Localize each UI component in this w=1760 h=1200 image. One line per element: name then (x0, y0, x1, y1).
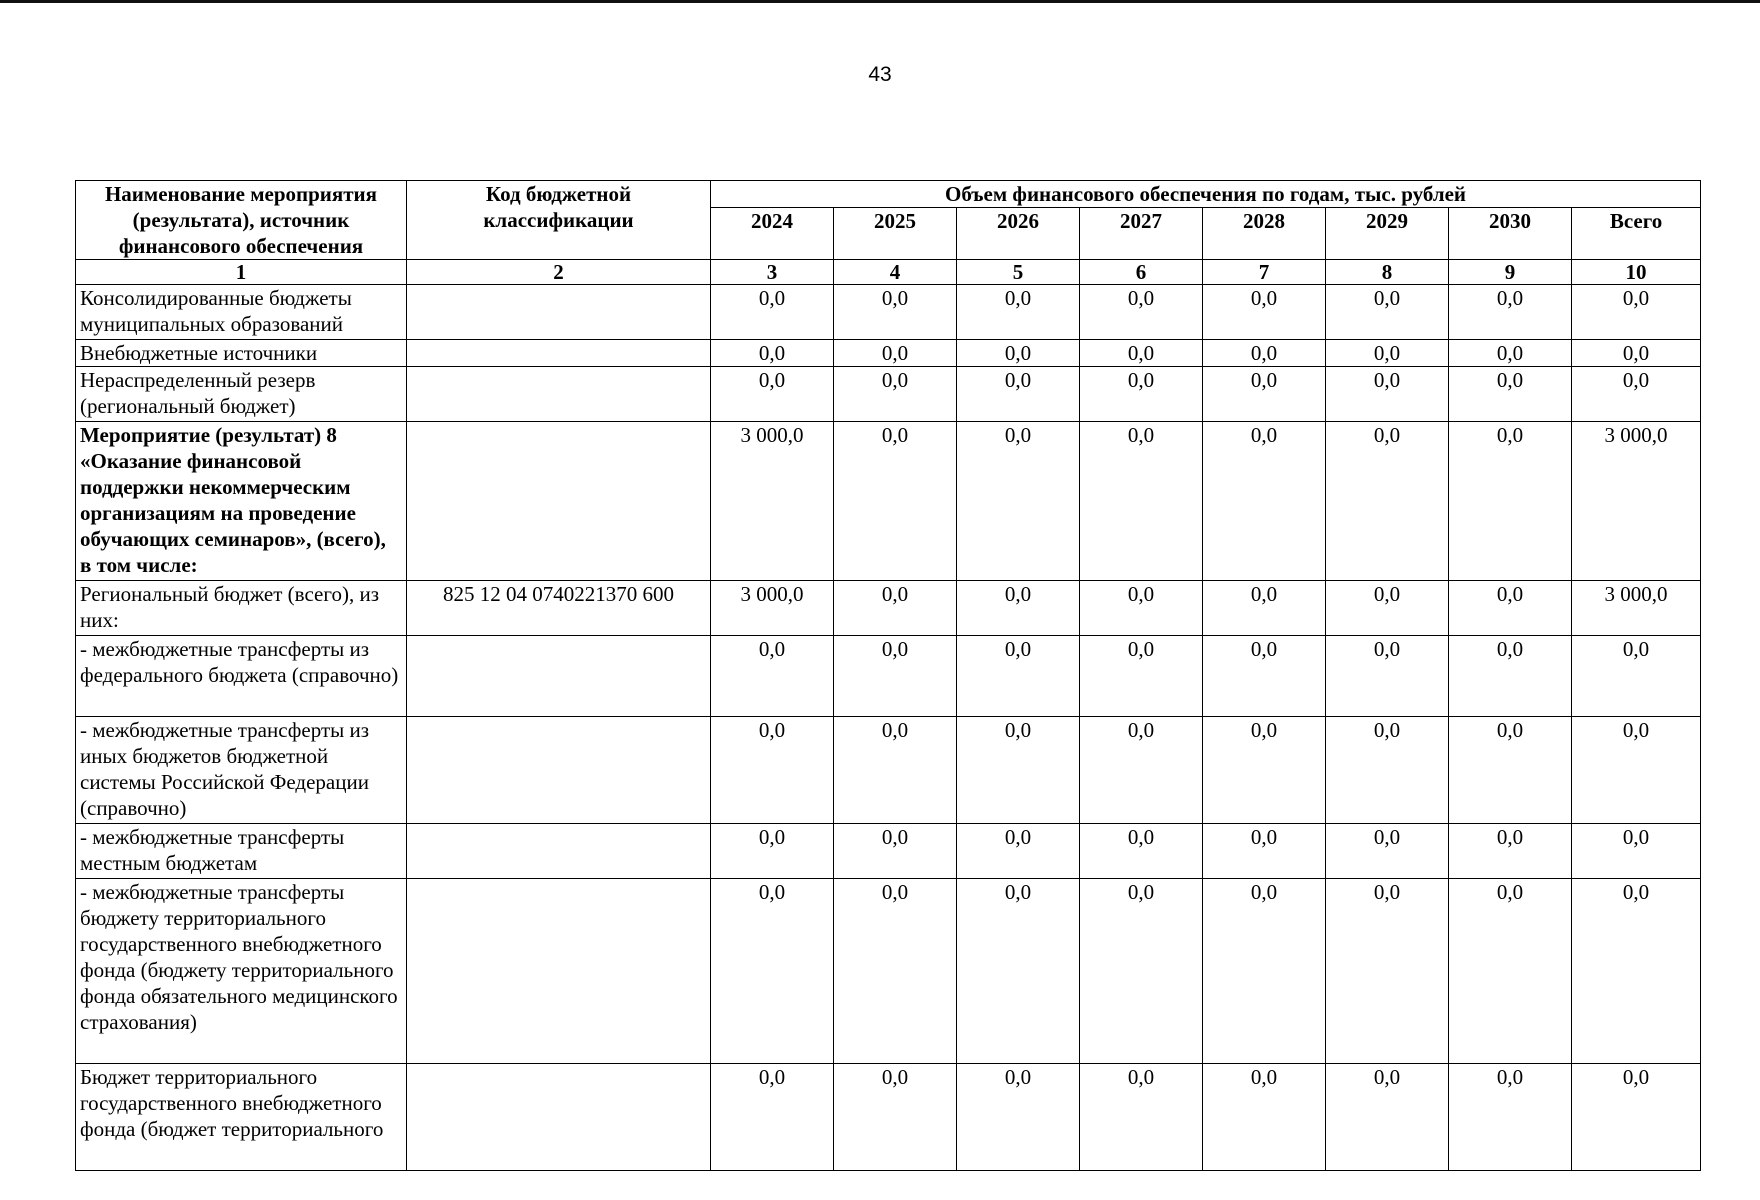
value-cell: 0,0 (1203, 636, 1326, 717)
table-row (76, 340, 1701, 367)
table-row (76, 879, 1701, 1064)
row-code (407, 422, 711, 581)
value-cell: 0,0 (957, 285, 1080, 340)
value-cell: 0,0 (711, 879, 834, 1064)
value-cell: 0,0 (1326, 879, 1449, 1064)
row-name: - межбюджетные трансферты из иных бюджетов бюджетной системы Российской Федерации (справочно) (76, 717, 407, 824)
total-cell: 3 000,0 (1572, 581, 1701, 636)
value-cell: 0,0 (1203, 717, 1326, 824)
table-row (76, 717, 1701, 824)
value-cell: 0,0 (1203, 367, 1326, 422)
value-cell: 0,0 (1203, 340, 1326, 367)
value-cell: 0,0 (1080, 422, 1203, 581)
value-cell: 0,0 (711, 1064, 834, 1171)
value-cell: 0,0 (834, 367, 957, 422)
value-cell: 3 000,0 (711, 581, 834, 636)
column-number: 5 (957, 260, 1080, 285)
value-cell: 0,0 (711, 636, 834, 717)
row-name: Бюджет территориального государственного внебюджетного фонда (бюджет территориального (76, 1064, 407, 1171)
header-year: 2024 (711, 208, 834, 260)
header-code-col: Код бюджетной классификации (407, 181, 711, 260)
row-name: Нераспределенный резерв (региональный бюджет) (76, 367, 407, 422)
total-cell: 0,0 (1572, 1064, 1701, 1171)
table-row (76, 636, 1701, 717)
row-name: Региональный бюджет (всего), из них: (76, 581, 407, 636)
value-cell: 0,0 (1449, 1064, 1572, 1171)
header-total: Всего (1572, 208, 1701, 260)
value-cell: 0,0 (1449, 717, 1572, 824)
header-name-col: Наименование мероприятия (результата), источник финансового обеспечения (76, 181, 407, 260)
total-cell: 0,0 (1572, 717, 1701, 824)
header-year: 2028 (1203, 208, 1326, 260)
value-cell: 0,0 (1449, 340, 1572, 367)
value-cell: 0,0 (957, 824, 1080, 879)
value-cell: 0,0 (711, 367, 834, 422)
value-cell: 0,0 (1080, 581, 1203, 636)
total-cell: 3 000,0 (1572, 422, 1701, 581)
value-cell: 0,0 (1449, 879, 1572, 1064)
value-cell: 0,0 (1080, 879, 1203, 1064)
value-cell: 0,0 (1326, 422, 1449, 581)
value-cell: 0,0 (1080, 717, 1203, 824)
value-cell: 0,0 (1326, 824, 1449, 879)
value-cell: 0,0 (834, 824, 957, 879)
value-cell: 0,0 (1080, 367, 1203, 422)
value-cell: 0,0 (834, 422, 957, 581)
table-row (76, 1064, 1701, 1171)
value-cell: 0,0 (1203, 581, 1326, 636)
value-cell: 0,0 (1326, 636, 1449, 717)
total-cell: 0,0 (1572, 879, 1701, 1064)
value-cell: 0,0 (1080, 636, 1203, 717)
row-code (407, 824, 711, 879)
total-cell: 0,0 (1572, 636, 1701, 717)
value-cell: 0,0 (1080, 285, 1203, 340)
value-cell: 0,0 (1326, 717, 1449, 824)
column-number: 8 (1326, 260, 1449, 285)
table-row (76, 422, 1701, 581)
value-cell: 0,0 (834, 285, 957, 340)
value-cell: 0,0 (1080, 824, 1203, 879)
column-number: 2 (407, 260, 711, 285)
table-row (76, 581, 1701, 636)
value-cell: 0,0 (1326, 340, 1449, 367)
column-number: 10 (1572, 260, 1701, 285)
value-cell: 0,0 (957, 717, 1080, 824)
value-cell: 0,0 (834, 636, 957, 717)
value-cell: 0,0 (834, 879, 957, 1064)
header-year: 2025 (834, 208, 957, 260)
value-cell: 0,0 (834, 1064, 957, 1171)
table-row (76, 285, 1701, 340)
value-cell: 0,0 (834, 340, 957, 367)
value-cell: 0,0 (1326, 1064, 1449, 1171)
row-code (407, 636, 711, 717)
value-cell: 3 000,0 (711, 422, 834, 581)
value-cell: 0,0 (1203, 285, 1326, 340)
value-cell: 0,0 (1203, 422, 1326, 581)
value-cell: 0,0 (1449, 422, 1572, 581)
column-number: 7 (1203, 260, 1326, 285)
value-cell: 0,0 (1203, 1064, 1326, 1171)
value-cell: 0,0 (1449, 581, 1572, 636)
row-name: - межбюджетные трансферты из федерального бюджета (справочно) (76, 636, 407, 717)
row-name: Внебюджетные источники (76, 340, 407, 367)
value-cell: 0,0 (711, 285, 834, 340)
value-cell: 0,0 (834, 717, 957, 824)
value-cell: 0,0 (957, 1064, 1080, 1171)
value-cell: 0,0 (1080, 1064, 1203, 1171)
total-cell: 0,0 (1572, 285, 1701, 340)
row-code (407, 879, 711, 1064)
value-cell: 0,0 (1326, 581, 1449, 636)
header-year: 2029 (1326, 208, 1449, 260)
row-code (407, 717, 711, 824)
row-name: Мероприятие (результат) 8 «Оказание финансовой поддержки некоммерческим организациям на проведение обучающих семинаров», (всего), в том числе: (76, 422, 407, 581)
financing-table (75, 180, 1701, 1171)
table-row (76, 824, 1701, 879)
header-year: 2027 (1080, 208, 1203, 260)
value-cell: 0,0 (957, 581, 1080, 636)
value-cell: 0,0 (957, 367, 1080, 422)
value-cell: 0,0 (1326, 285, 1449, 340)
value-cell: 0,0 (1449, 636, 1572, 717)
value-cell: 0,0 (1449, 285, 1572, 340)
page-number: 43 (868, 63, 892, 86)
value-cell: 0,0 (957, 636, 1080, 717)
value-cell: 0,0 (957, 879, 1080, 1064)
column-number: 9 (1449, 260, 1572, 285)
value-cell: 0,0 (1326, 367, 1449, 422)
table-row (76, 367, 1701, 422)
value-cell: 0,0 (711, 340, 834, 367)
value-cell: 0,0 (957, 422, 1080, 581)
value-cell: 0,0 (1080, 340, 1203, 367)
column-number: 6 (1080, 260, 1203, 285)
row-code (407, 340, 711, 367)
value-cell: 0,0 (957, 340, 1080, 367)
row-code (407, 367, 711, 422)
row-code: 825 12 04 0740221370 600 (407, 581, 711, 636)
value-cell: 0,0 (711, 824, 834, 879)
value-cell: 0,0 (1449, 367, 1572, 422)
total-cell: 0,0 (1572, 340, 1701, 367)
total-cell: 0,0 (1572, 824, 1701, 879)
column-number: 4 (834, 260, 957, 285)
header-year: 2030 (1449, 208, 1572, 260)
header-funding-group: Объем финансового обеспечения по годам, тыс. рублей (711, 181, 1701, 208)
top-border-line (0, 0, 1760, 3)
column-number: 1 (76, 260, 407, 285)
row-name: - межбюджетные трансферты бюджету территориального государственного внебюджетного фонда (бюджету территориального фонда обязательного медицинского страхования) (76, 879, 407, 1064)
value-cell: 0,0 (711, 717, 834, 824)
row-name: Консолидированные бюджеты муниципальных образований (76, 285, 407, 340)
header-year: 2026 (957, 208, 1080, 260)
column-number: 3 (711, 260, 834, 285)
row-name: - межбюджетные трансферты местным бюджетам (76, 824, 407, 879)
total-cell: 0,0 (1572, 367, 1701, 422)
value-cell: 0,0 (1203, 879, 1326, 1064)
value-cell: 0,0 (1449, 824, 1572, 879)
value-cell: 0,0 (1203, 824, 1326, 879)
row-code (407, 1064, 711, 1171)
row-code (407, 285, 711, 340)
value-cell: 0,0 (834, 581, 957, 636)
